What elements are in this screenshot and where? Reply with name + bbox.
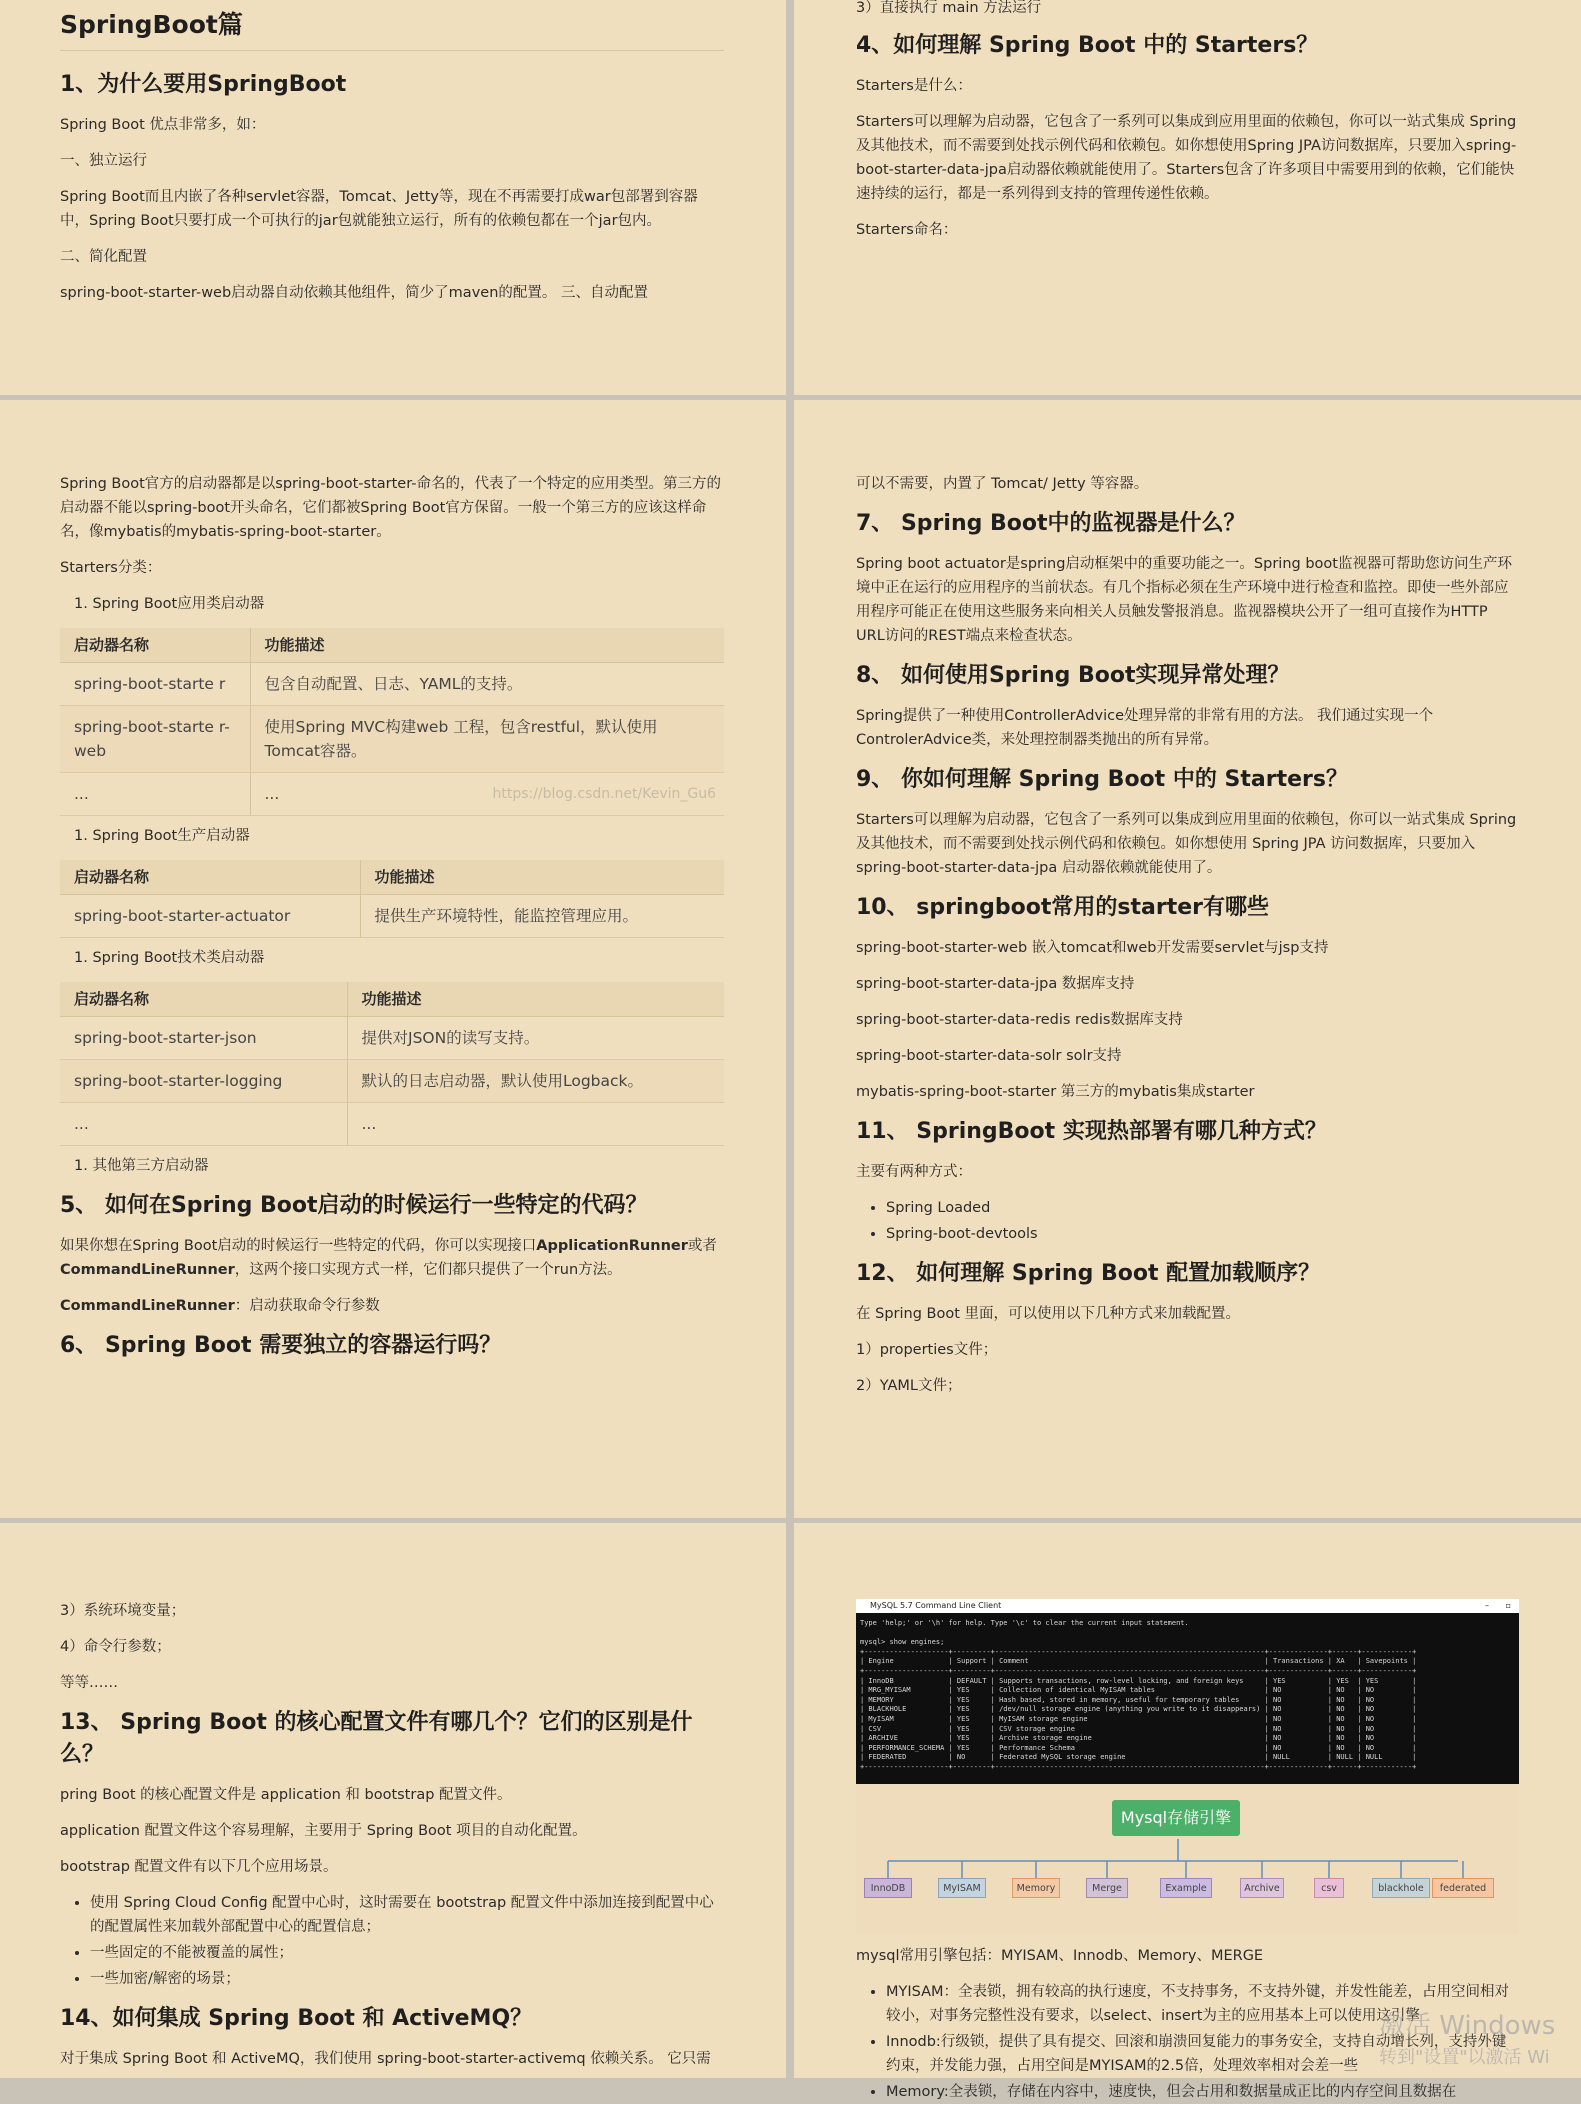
table-cell: 使用Spring MVC构建web 工程，包含restful，默认使用Tomcat容器。 (250, 706, 724, 773)
heading-1: 1、为什么要用SpringBoot (60, 72, 347, 97)
paragraph: 2）YAML文件； (856, 1378, 962, 1394)
heading-8: 8、 如何使用Spring Boot实现异常处理？ (856, 663, 1290, 688)
bullet-list (60, 1891, 724, 1991)
list-item: • 使用 Spring Cloud Config 配置中心时，这时需要在 bootstrap 配置文件中添加连接到配置中心的配置属性来加载外部配置中心的配置信息； (90, 1891, 724, 1939)
heading-4: 4、如何理解 Spring Boot 中的 Starters？ (856, 33, 1319, 58)
heading-14: 14、如何集成 Spring Boot 和 ActiveMQ？ (60, 2006, 533, 2031)
text: 如果你想在Spring Boot启动的时候运行一些特定的代码，你可以实现接口 (60, 1238, 537, 1254)
bold-text: ApplicationRunner (536, 1238, 688, 1254)
paragraph: spring-boot-starter-data-redis redis数据库支持 (856, 1012, 1183, 1028)
console-titlebar (856, 1599, 1519, 1613)
table-header: 功能描述 (360, 860, 724, 895)
diagram-root-node: Mysql存储引擎 (1112, 1800, 1240, 1836)
panel-1 (0, 0, 786, 395)
paragraph: 可以不需要，内置了 Tomcat/ Jetty 等容器。 (856, 476, 1149, 492)
heading-11: 11、 SpringBoot 实现热部署有哪几种方式？ (856, 1119, 1327, 1144)
starter-table-app (60, 628, 724, 816)
paragraph: Starters是什么： (856, 78, 972, 94)
text: 或者 (687, 1238, 717, 1254)
engine-node: Archive (1240, 1878, 1284, 1898)
mysql-engine-diagram (856, 1784, 1519, 1934)
heading-13: 13、 Spring Boot 的核心配置文件有哪几个？它们的区别是什么？ (60, 1710, 693, 1767)
paragraph: application 配置文件这个容易理解，主要用于 Spring Boot 项目的自动化配置。 (60, 1823, 587, 1839)
paragraph: spring-boot-starter-data-solr solr支持 (856, 1048, 1122, 1064)
paragraph: 等等…… (60, 1675, 118, 1691)
table-cell: 提供对JSON的读写支持。 (347, 1017, 724, 1060)
paragraph (60, 1234, 724, 1282)
table-cell: 包含自动配置、日志、YAML的支持。 (250, 663, 724, 706)
paragraph: 主要有两种方式： (856, 1164, 972, 1180)
paragraph: 二、简化配置 (60, 249, 147, 265)
paragraph: spring-boot-starter-web 嵌入tomcat和web开发需要servlet与jsp支持 (856, 940, 1329, 956)
table-cell: spring-boot-starte r-web (60, 706, 250, 773)
panel-5 (0, 1523, 786, 2078)
paragraph: bootstrap 配置文件有以下几个应用场景。 (60, 1859, 338, 1875)
table-header: 启动器名称 (60, 628, 250, 663)
windows-activation-title: 激活 Windows (1379, 2011, 1556, 2041)
panel-4 (794, 400, 1581, 1518)
doc-title: SpringBoot篇 (60, 10, 243, 39)
engine-node: Merge (1086, 1878, 1128, 1898)
table-header: 功能描述 (347, 982, 724, 1017)
list-item: 1. 其他第三方启动器 (74, 1158, 209, 1174)
list-item: • Spring-boot-devtools (886, 1222, 1519, 1246)
paragraph: Starters命名： (856, 222, 958, 238)
engine-node: InnoDB (864, 1878, 912, 1898)
list-item: • Innodb:行级锁，提供了具有提交、回滚和崩溃回复能力的事务安全，支持自动增长列，支持外键约束，并发能力强，占用空间是MYISAM的2.5倍，处理效率相对会差一些 (886, 2030, 1519, 2078)
paragraph: Spring boot actuator是spring启动框架中的重要功能之一。Spring boot监视器可帮助您访问生产环境中正在运行的应用程序的当前状态。有几个指标必须在生产环境中进行检查和监控。即使一些外部应用程序可能正在使用这些服务来向相关人员触发警报消息。监视器模块公开了一组可直接作为HTTP URL访问的REST端点来检查状态。 (856, 556, 1512, 644)
list-item: • Spring Loaded (886, 1196, 1519, 1220)
table-header: 启动器名称 (60, 860, 360, 895)
paragraph: Spring Boot而且内嵌了各种servlet容器，Tomcat、Jetty等，现在不再需要打成war包部署到容器中，Spring Boot只要打成一个可执行的jar包就能独立运行，所有的依赖包都在一个jar包内。 (60, 189, 698, 229)
list-item: • Memory:全表锁，存储在内容中，速度快，但会占用和数据量成正比的内存空间且数据在 (886, 2080, 1519, 2104)
paragraph: Spring Boot 优点非常多，如： (60, 117, 266, 133)
list-item: • 一些固定的不能被覆盖的属性； (90, 1941, 724, 1965)
panel-2 (794, 0, 1581, 395)
panel-6 (794, 1523, 1581, 2100)
paragraph: Spring提供了一种使用ControllerAdvice处理异常的非常有用的方法。 我们通过实现一个ControlerAdvice类，来处理控制器类抛出的所有异常。 (856, 708, 1434, 748)
heading-12: 12、 如何理解 Spring Boot 配置加载顺序？ (856, 1261, 1321, 1286)
mysql-console-screenshot (856, 1599, 1519, 1784)
table-cell: spring-boot-starter-actuator (60, 895, 360, 938)
cell-text: ... (264, 785, 280, 803)
paragraph: mysql常用引擎包括：MYISAM、Innodb、Memory、MERGE (856, 1948, 1264, 1964)
engine-node: blackhole (1372, 1878, 1430, 1898)
heading-5: 5、 如何在Spring Boot启动的时候运行一些特定的代码？ (60, 1193, 648, 1218)
paragraph: spring-boot-starter-data-jpa 数据库支持 (856, 976, 1135, 992)
paragraph (60, 1294, 724, 1318)
starter-table-tech (60, 982, 724, 1146)
console-output: Type 'help;' or '\h' for help. Type '\c' to clear the current input statement. mysql> show engines; +--------------------+---------+----------------------------------------------------------------+--------------+------+------------+ | Engine | Support | Comment | Transactions | XA | Savepoints | +--------------------+---------+----------------------------------------------------------------+--------------+------+------------+ | InnoDB | DEFAULT | Supports transactions, row-level locking, and foreign keys | YES | YES | YES | | MRG_MYISAM | YES | Collection of identical MyISAM tables | NO | NO | NO | | MEMORY | YES | Hash based, stored in memory, useful for temporary tables | NO | NO | NO | | BLACKHOLE | YES | /dev/null storage engine (anything you write to it disappears) | NO | NO | NO | | MyISAM | YES | MyISAM storage engine | NO | NO | NO | | CSV | YES | CSV storage engine | NO | NO | NO | | ARCHIVE | YES | Archive storage engine | NO | NO | NO | | PERFORMANCE_SCHEMA | YES | Performance Schema | NO | NO | NO | | FEDERATED | NO | Federated MySQL storage engine | NULL | NULL | NULL | +--------------------+---------+----------------------------------------------------------------+--------------+------+------------+ (860, 1619, 1417, 1771)
bullet-list (856, 1196, 1519, 1246)
table-cell: spring-boot-starter-logging (60, 1060, 347, 1103)
paragraph: 3）系统环境变量； (60, 1603, 186, 1619)
paragraph: Starters可以理解为启动器，它包含了一系列可以集成到应用里面的依赖包，你可以一站式集成 Spring 及其他技术，而不需要到处找示例代码和依赖包。如你想使用 Spring JPA 访问数据库，只要加入 spring-boot-starter-data-jpa 启动器依赖就能使用了。 (856, 812, 1517, 876)
paragraph: 3）直接执行 main 方法运行 (856, 0, 1042, 16)
table-cell (250, 773, 724, 816)
engine-node: MyISAM (938, 1878, 986, 1898)
bold-text: CommandLineRunner (60, 1298, 235, 1314)
list-item: • MYISAM：全表锁，拥有较高的执行速度，不支持事务，不支持外键，并发性能差，占用空间相对较小，对事务完整性没有要求，以select、insert为主的应用基本上可以使用这引擎 (886, 1980, 1519, 2028)
text: ，这两个接口实现方式一样，它们都只提供了一个run方法。 (234, 1262, 622, 1278)
table-cell: 提供生产环境特性，能监控管理应用。 (360, 895, 724, 938)
bullet-list (856, 1980, 1519, 2104)
engine-node: Memory (1012, 1878, 1060, 1898)
list-item: • 一些加密/解密的场景； (90, 1967, 724, 1991)
bold-text: CommandLineRunner (60, 1262, 235, 1278)
paragraph: spring-boot-starter-web启动器自动依赖其他组件，简少了maven的配置。 三、自动配置 (60, 285, 648, 301)
text: ：启动获取命令行参数 (234, 1298, 380, 1314)
table-cell: ... (60, 773, 250, 816)
maximize-icon: ▫ (1505, 1601, 1511, 1610)
table-cell: spring-boot-starter-json (60, 1017, 347, 1060)
paragraph: 对于集成 Spring Boot 和 ActiveMQ，我们使用 spring-boot-starter-activemq 依赖关系。 它只需 (60, 2051, 711, 2067)
heading-7: 7、 Spring Boot中的监视器是什么？ (856, 511, 1246, 536)
paragraph: 1）properties文件； (856, 1342, 998, 1358)
paragraph: 4）命令行参数； (60, 1639, 171, 1655)
paragraph: 一、独立运行 (60, 153, 147, 169)
minimize-icon: – (1485, 1601, 1489, 1610)
heading-6: 6、 Spring Boot 需要独立的容器运行吗？ (60, 1333, 502, 1358)
list-item: 1. Spring Boot技术类启动器 (74, 950, 265, 966)
paragraph: Starters分类： (60, 560, 162, 576)
list-item: 1. Spring Boot应用类启动器 (74, 596, 265, 612)
list-item: 1. Spring Boot生产启动器 (74, 828, 250, 844)
console-title: MySQL 5.7 Command Line Client (870, 1601, 1002, 1610)
paragraph: Spring Boot官方的启动器都是以spring-boot-starter-命名的，代表了一个特定的应用类型。第三方的启动器不能以spring-boot开头命名，它们都被Spring Boot官方保留。一般一个第三方的应该这样命名，像mybatis的mybatis-spring-boot-starter。 (60, 476, 721, 540)
table-cell: spring-boot-starte r (60, 663, 250, 706)
table-cell: ... (60, 1103, 347, 1146)
engine-node: Example (1160, 1878, 1212, 1898)
engine-node: federated (1432, 1878, 1494, 1898)
paragraph: Starters可以理解为启动器，它包含了一系列可以集成到应用里面的依赖包，你可以一站式集成 Spring及其他技术，而不需要到处找示例代码和依赖包。如你想使用Spring JPA访问数据库，只要加入spring-boot-starter-data-jpa启动器依赖就能使用了。Starters包含了许多项目中需要用到的依赖，它们能快速持续的运行，都是一系列得到支持的管理传递性依赖。 (856, 114, 1517, 202)
heading-9: 9、 你如何理解 Spring Boot 中的 Starters？ (856, 767, 1348, 792)
windows-activation-hint: 转到"设置"以激活 Wi (1379, 2047, 1550, 2068)
watermark: https://blog.csdn.net/Kevin_Gu6 (492, 786, 716, 802)
starter-table-prod (60, 860, 724, 938)
paragraph: pring Boot 的核心配置文件是 application 和 bootstrap 配置文件。 (60, 1787, 512, 1803)
table-cell: ... (347, 1103, 724, 1146)
table-header: 启动器名称 (60, 982, 347, 1017)
heading-10: 10、 springboot常用的starter有哪些 (856, 895, 1270, 920)
table-cell: 默认的日志启动器，默认使用Logback。 (347, 1060, 724, 1103)
panel-3 (0, 400, 786, 1518)
divider (60, 50, 724, 51)
paragraph: 在 Spring Boot 里面，可以使用以下几种方式来加载配置。 (856, 1306, 1240, 1322)
table-header: 功能描述 (250, 628, 724, 663)
paragraph: mybatis-spring-boot-starter 第三方的mybatis集成starter (856, 1084, 1255, 1100)
engine-node: csv (1314, 1878, 1344, 1898)
